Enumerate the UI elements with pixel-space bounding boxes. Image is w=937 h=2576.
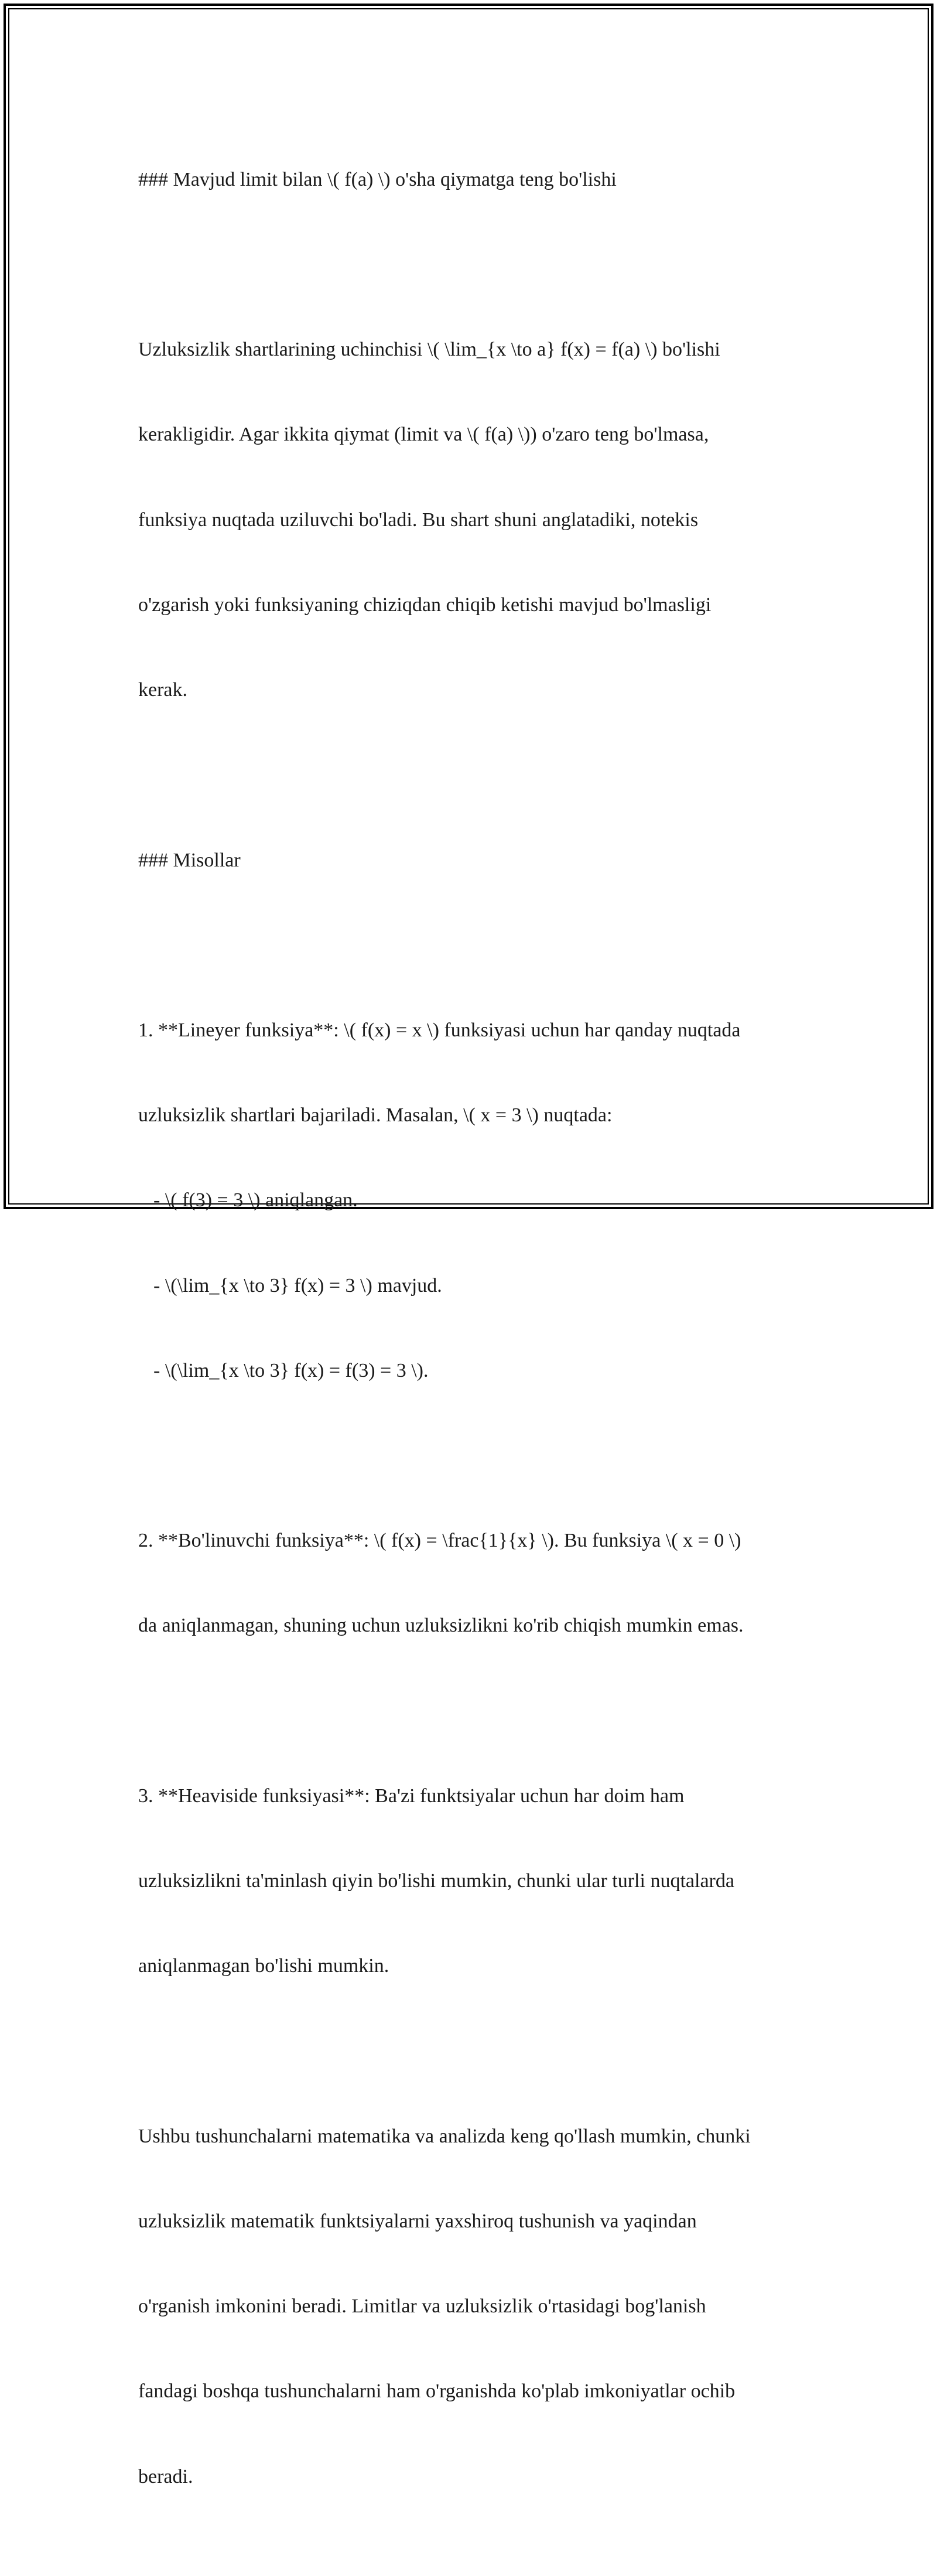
heading-text: ### Misollar xyxy=(138,849,241,871)
heading-text: ### Mavjud limit bilan \( f(a) \) o'sha qiymatga teng bo'lishi xyxy=(138,168,617,190)
paragraph-line: fandagi boshqa tushunchalarni ham o'rganishda ko'plab imkoniyatlar ochib xyxy=(138,2380,736,2403)
list-item-line: 2. **Bo'linuvchi funksiya**: \( f(x) = \frac{1}{x} \). Bu funksiya \( x = 0 \) xyxy=(138,1530,741,1552)
sub-list-item: - \(\lim_{x \to 3} f(x) = f(3) = 3 \). xyxy=(153,1359,429,1381)
paragraph-conclusion xyxy=(138,2066,806,2548)
list-item-line: uzluksizlikni ta'minlash qiyin bo'lishi mumkin, chunki ular turli nuqtalarda xyxy=(138,1870,734,1892)
list-item-line: 3. **Heaviside funksiyasi**: Ba'zi funktsiyalar uchun har doim ham xyxy=(138,1785,685,1807)
sub-list-item: - \(\lim_{x \to 3} f(x) = 3 \) mavjud. xyxy=(153,1274,442,1296)
paragraph-line: Ushbu tushunchalarni matematika va analizda keng qo'llash mumkin, chunki xyxy=(138,2125,751,2147)
paragraph-line: kerakligidir. Agar ikkita qiymat (limit va \( f(a) \)) o'zaro teng bo'lmasa, xyxy=(138,424,709,446)
paragraph-continuity-condition xyxy=(138,279,806,761)
paragraph-line: funksiya nuqtada uziluvchi bo'ladi. Bu shart shuni anglatadiki, notekis xyxy=(138,509,699,531)
section-heading-examples xyxy=(138,790,806,932)
list-item-line: da aniqlanmagan, shuning uchun uzluksizlikni ko'rib chiqish mumkin emas. xyxy=(138,1615,744,1637)
example-item-linear xyxy=(138,960,806,1442)
paragraph-line: o'rganish imkonini beradi. Limitlar va uzluksizlik o'rtasidagi bog'lanish xyxy=(138,2295,706,2318)
sub-list-item: - \( f(3) = 3 \) aniqlangan. xyxy=(153,1189,358,1212)
list-item-line: uzluksizlik shartlari bajariladi. Masalan, \( x = 3 \) nuqtada: xyxy=(138,1104,613,1127)
paragraph-line: beradi. xyxy=(138,2465,193,2488)
paragraph-line: kerak. xyxy=(138,679,188,701)
example-item-heaviside xyxy=(138,1725,806,2037)
paragraph-line: Uzluksizlik shartlarining uchinchisi \( \lim_{x \to a} f(x) = f(a) \) bo'lishi xyxy=(138,339,720,361)
example-item-reciprocal xyxy=(138,1470,806,1697)
document-body xyxy=(138,109,806,2576)
list-item-line: aniqlanmagan bo'lishi mumkin. xyxy=(138,1955,389,1977)
paragraph-line: o'zgarish yoki funksiyaning chiziqdan chiqib ketishi mavjud bo'lmasligi xyxy=(138,593,712,616)
paragraph-line: uzluksizlik matematik funktsiyalarni yaxshiroq tushunish va yaqindan xyxy=(138,2210,697,2232)
list-item-line: 1. **Lineyer funksiya**: \( f(x) = x \) funksiyasi uchun har qanday nuqtada xyxy=(138,1019,741,1041)
section-heading-continuity xyxy=(138,109,806,251)
